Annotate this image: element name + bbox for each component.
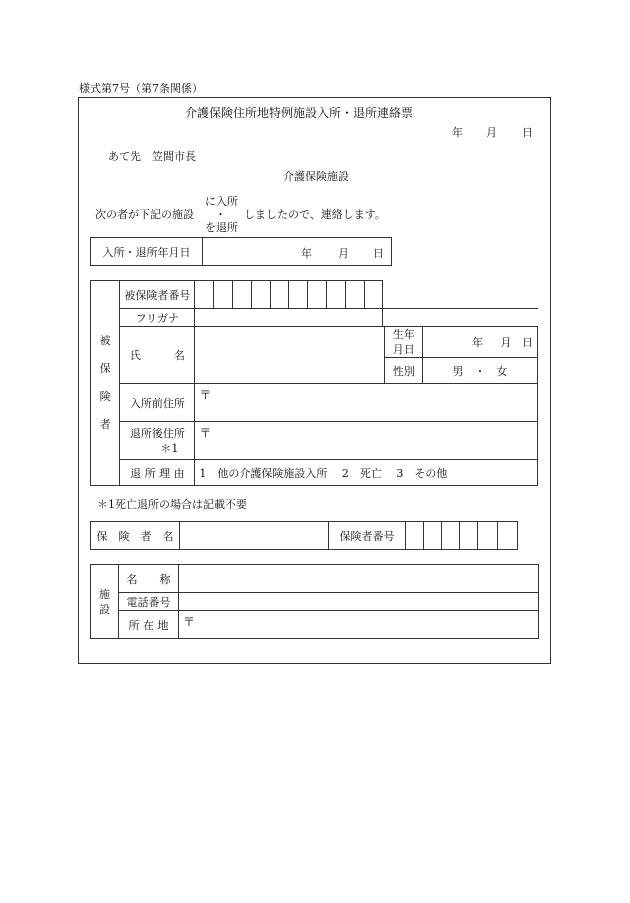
insured-number-digit[interactable]: [345, 281, 364, 309]
insurer-number-digit[interactable]: [498, 522, 518, 550]
insured-number-digit[interactable]: [308, 281, 327, 309]
furigana-label: フリガナ: [120, 309, 195, 327]
notice-option-admit: に入所: [205, 195, 238, 208]
sex-label: 性別: [385, 358, 423, 384]
postal-mark-icon: 〒: [199, 426, 212, 440]
addressee: あて先 笠間市長: [108, 150, 196, 163]
insured-number-digit[interactable]: [270, 281, 289, 309]
date-year: 年: [452, 126, 463, 139]
facility-name-field[interactable]: [179, 565, 539, 593]
postal-mark-icon: 〒: [199, 388, 212, 402]
birth-date-field[interactable]: [423, 327, 538, 358]
form-title: 介護保険住所地特例施設入所・退所連絡票: [185, 106, 414, 120]
sex-field[interactable]: 男 ・ 女: [423, 358, 538, 384]
insured-group-label: 被 保 険 者: [91, 281, 120, 486]
date-day: 日: [522, 126, 533, 139]
facility-table: [90, 564, 539, 639]
insured-number-digit[interactable]: [327, 281, 346, 309]
facility-phone-field[interactable]: [179, 593, 539, 611]
post-address-label: 退所後住所 ＊1: [120, 422, 195, 460]
insured-table: [90, 280, 538, 486]
insured-number-digit[interactable]: [195, 281, 214, 309]
notice-prefix: 次の者が下記の施設: [95, 208, 194, 221]
insured-number-digit[interactable]: [364, 281, 383, 309]
move-date-month: 月: [338, 247, 349, 260]
prev-address-label: 入所前住所: [120, 384, 195, 422]
facility-group-label: 施 設: [91, 565, 119, 639]
furigana-field[interactable]: [195, 309, 383, 327]
facility-heading: 介護保険施設: [283, 170, 349, 183]
move-date-day: 日: [373, 247, 384, 260]
insurer-number-digit[interactable]: [424, 522, 442, 550]
insurer-table: [90, 521, 518, 550]
move-date-label: 入所・退所年月日: [91, 238, 203, 266]
name-label: 氏 名: [120, 327, 195, 384]
post-address-field[interactable]: [195, 422, 538, 460]
postal-mark-icon: 〒: [183, 615, 196, 629]
move-date-year: 年: [301, 247, 312, 260]
insured-number-label: 被保険者番号: [120, 281, 195, 309]
name-field[interactable]: [195, 327, 385, 384]
insured-number-digit[interactable]: [233, 281, 252, 309]
insurer-number-digit[interactable]: [478, 522, 498, 550]
notice-separator: ・: [215, 208, 226, 221]
notice-option-discharge: を退所: [205, 221, 238, 234]
birth-year-unit: 年: [472, 336, 484, 349]
facility-address-field[interactable]: [179, 611, 539, 639]
insured-number-digit[interactable]: [214, 281, 233, 309]
insurer-number-digit[interactable]: [460, 522, 478, 550]
notice-suffix: しましたので、連絡します。: [244, 208, 386, 221]
insurer-number-label: 保険者番号: [329, 522, 406, 550]
facility-phone-label: 電話番号: [119, 593, 179, 611]
footnote: ＊1死亡退所の場合は記載不要: [97, 498, 247, 511]
insurer-number-digit[interactable]: [406, 522, 424, 550]
birth-month-unit: 月: [500, 336, 512, 349]
prev-address-field[interactable]: [195, 384, 538, 422]
birth-day-unit: 日: [522, 336, 533, 349]
reason-options[interactable]: 1 他の介護保険施設入所 2 死亡 3 その他: [195, 460, 538, 486]
form-number: 様式第7号（第7条関係）: [79, 82, 203, 95]
insurer-number-digit[interactable]: [442, 522, 460, 550]
insured-number-digit[interactable]: [289, 281, 308, 309]
facility-address-label: 所 在 地: [119, 611, 179, 639]
move-date-table: [90, 237, 392, 266]
move-date-field[interactable]: [203, 238, 392, 266]
insurer-name-label: 保 険 者 名: [91, 522, 180, 550]
reason-label: 退 所 理 由: [120, 460, 195, 486]
insured-number-digit[interactable]: [251, 281, 270, 309]
facility-name-label: 名 称: [119, 565, 179, 593]
date-month: 月: [486, 126, 497, 139]
insurer-name-field[interactable]: [180, 522, 329, 550]
birth-date-label: 生年 月日: [385, 327, 423, 358]
